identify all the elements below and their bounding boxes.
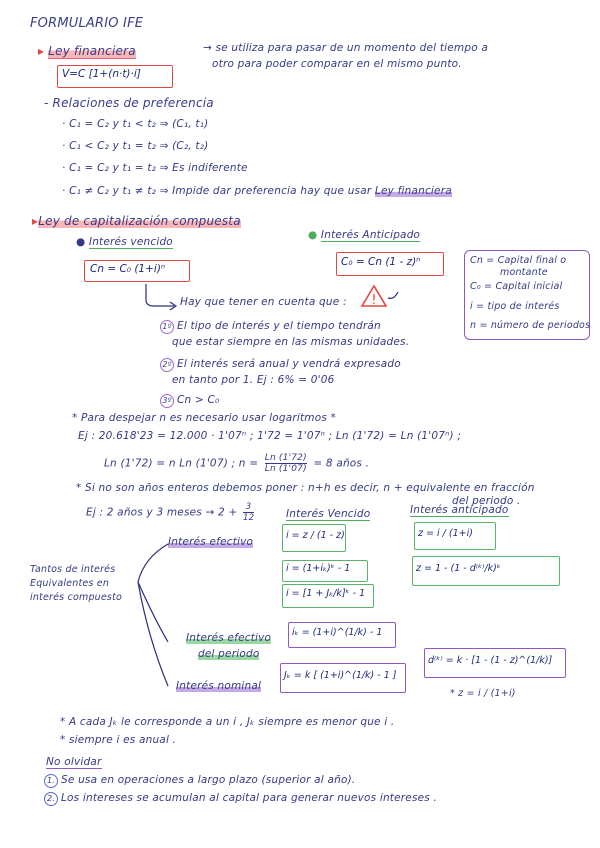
despejar-line4: * Si no son años enteros debemos poner : n+h es decir, n + equivalente en fracción — [76, 482, 535, 494]
interes-nominal-label: Interés nominal — [176, 680, 262, 692]
warning-curl-icon — [386, 288, 402, 302]
efectivo-periodo-label-1: Interés efectivo — [186, 632, 272, 644]
legend-cn: Cn = Capital final o — [470, 255, 567, 266]
point-3-num: 3º — [160, 394, 174, 408]
tantos-label-3: interés compuesto — [30, 592, 123, 603]
relacion-item-4: · C₁ ≠ C₂ y t₁ ≠ t₂ ⇒ Impide dar preferencia hay que usar Ley financiera — [62, 185, 452, 197]
point-2-line1: 2º El interés será anual y vendrá expresado — [160, 358, 401, 372]
legend-c0: C₀ = Capital inicial — [470, 281, 563, 292]
no-olvidar-item-1: 1. Se usa en operaciones a largo plazo (superior al año). — [44, 774, 355, 788]
efectivo-f1: i = z / (1 - z) — [286, 530, 345, 541]
legend-i: i = tipo de interés — [470, 301, 560, 312]
capitalizacion-heading: ▸Ley de capitalización compuesta — [32, 214, 241, 228]
note-2: * siempre i es anual . — [60, 734, 177, 746]
ley-note-line2: otro para poder comparar en el mismo punto. — [212, 58, 462, 70]
legend-n: n = número de periodos — [470, 320, 591, 331]
point-2-line2: en tanto por 1. Ej : 6% = 0'06 — [172, 374, 335, 386]
periodo-formula: iₖ = (1+i)^(1/k) - 1 — [292, 627, 383, 638]
point-1-line1: 1º El tipo de interés y el tiempo tendrán — [160, 320, 381, 334]
efectivo-a2: z = 1 - (1 - d⁽ᵏ⁾/k)ᵏ — [416, 563, 501, 574]
point-2-num: 2º — [160, 358, 174, 372]
point-1-num: 1º — [160, 320, 174, 334]
no-olvidar-num-2: 2. — [44, 792, 58, 806]
legend-cn-cont: montante — [500, 267, 548, 278]
efectivo-f2: i = (1+iₖ)ᵏ - 1 — [286, 563, 351, 574]
ley-financiera-heading: ▸ Ley financiera — [38, 44, 136, 58]
interes-vencido-label: ● Interés vencido — [76, 236, 173, 248]
interes-efectivo-label: Interés efectivo — [168, 536, 254, 548]
relacion-item-2: · C₁ < C₂ y t₁ = t₂ ⇒ (C₂, t₂) — [62, 140, 209, 152]
z-note: * z = i / (1+i) — [450, 688, 516, 699]
ley-formula: V=C [1+(n·t)·i] — [62, 68, 141, 80]
efectivo-periodo-label-2: del periodo — [198, 648, 260, 660]
page-title: FORMULARIO IFE — [30, 16, 144, 31]
nominal-formula: Jₖ = k [ (1+i)^(1/k) - 1 ] — [284, 670, 397, 681]
despejar-frac-den: Ln (1'07) — [264, 464, 307, 474]
warning-text: Hay que tener en cuenta que : — [180, 296, 347, 308]
despejar-line5: del periodo . — [452, 495, 521, 507]
no-olvidar-num-1: 1. — [44, 774, 58, 788]
relaciones-heading: - Relaciones de preferencia — [44, 96, 214, 110]
no-olvidar-item-2: 2. Los intereses se acumulan al capital para generar nuevos intereses . — [44, 792, 437, 806]
nominal-a: d⁽ᵏ⁾ = k · [1 - (1 - z)^(1/k)] — [428, 655, 553, 666]
warning-arrow — [140, 282, 180, 312]
despejar-frac-num: Ln (1'72) — [264, 453, 307, 463]
efectivo-f3: i = [1 + Jₖ/k]ᵏ - 1 — [286, 588, 366, 599]
col-anticipado-header: Interés anticipado — [410, 504, 509, 516]
interes-anticipado-label: ● Interés Anticipado — [308, 229, 421, 241]
relacion-item-1: · C₁ = C₂ y t₁ < t₂ ⇒ (C₁, t₁) — [62, 118, 209, 130]
warning-triangle-icon — [360, 284, 388, 308]
col-vencido-header: Interés Vencido — [286, 508, 371, 520]
ley-financiera-ref: Ley financiera — [374, 185, 452, 197]
efectivo-a1: z = i / (1+i) — [418, 528, 473, 539]
despejar-line1: * Para despejar n es necesario usar logaritmos * — [72, 412, 336, 424]
note-1: * A cada Jₖ le corresponde a un i , Jₖ siempre es menor que i . — [60, 716, 395, 728]
despejar-line3: Ln (1'72) = n Ln (1'07) ; n = $\frac{Ln (1'72)}{Ln (1'07)}$ = 8 años . — [104, 453, 370, 474]
point-1-line2: que estar siempre en las mismas unidades. — [172, 336, 410, 348]
tantos-bracket — [134, 538, 170, 698]
despejar-frac2-den: 12 — [243, 513, 255, 523]
anticipado-formula: C₀ = Cn (1 - z)ⁿ — [341, 256, 421, 268]
tantos-label-2: Equivalentes en — [30, 578, 110, 589]
ley-financiera-label: Ley financiera — [48, 44, 136, 58]
svg-text:!: ! — [371, 293, 377, 308]
despejar-frac2-num: 3 — [243, 502, 254, 513]
ley-note-line1: → se utiliza para pasar de un momento del tiempo a — [203, 42, 489, 54]
despejar-line2: Ej : 20.618'23 = 12.000 · 1'07ⁿ ; 1'72 = 1'07ⁿ ; Ln (1'72) = Ln (1'07ⁿ) ; — [78, 430, 462, 442]
relacion-item-3: · C₁ = C₂ y t₁ = t₂ ⇒ Es indiferente — [62, 162, 248, 174]
despejar-line6: Ej : 2 años y 3 meses → 2 + $\frac{3}{12}$ — [86, 502, 255, 523]
no-olvidar-heading: No olvidar — [46, 756, 102, 768]
vencido-formula: Cn = C₀ (1+i)ⁿ — [90, 263, 166, 275]
point-3-line1: 3º Cn > C₀ — [160, 394, 219, 408]
tantos-label-1: Tantos de interés — [30, 564, 116, 575]
